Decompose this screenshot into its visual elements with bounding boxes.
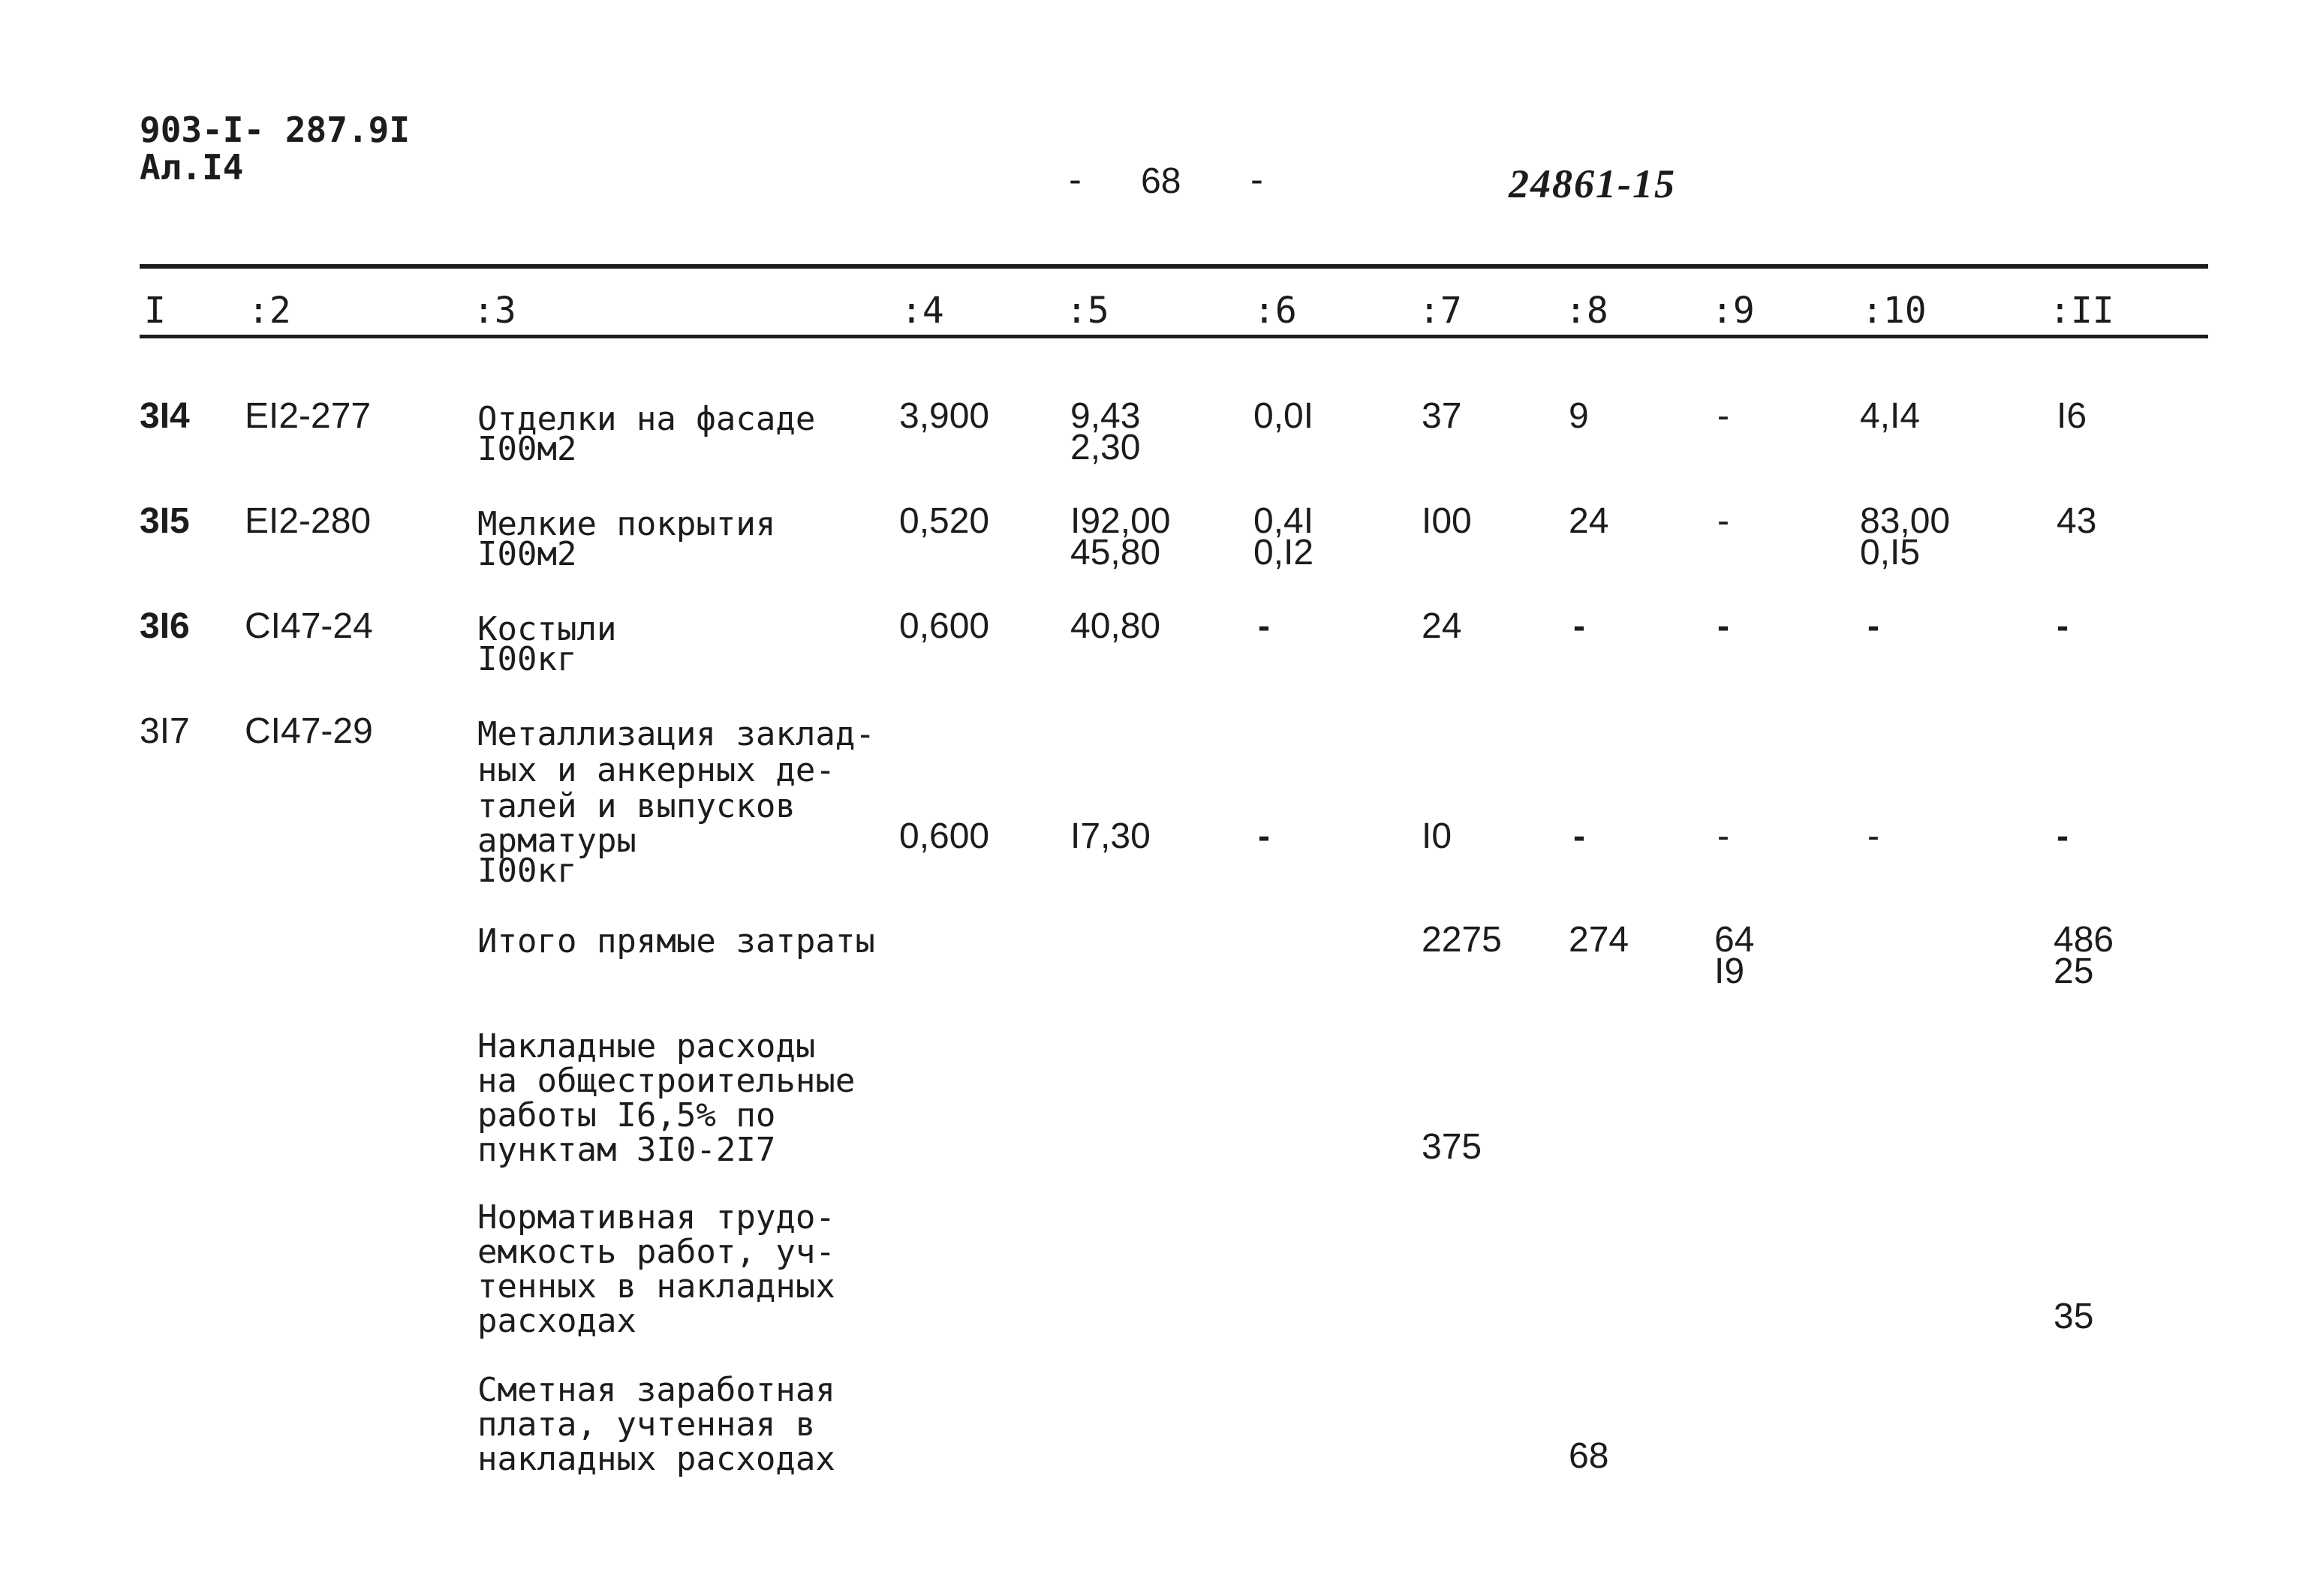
summary-label-line: Сметная заработная xyxy=(477,1371,835,1409)
col8-value: 274 xyxy=(1569,920,1629,960)
summary-label: Итого прямые затраты xyxy=(477,922,875,960)
handwritten-archive-number: 24861-15 xyxy=(1509,161,1676,206)
column-header-7: :7 xyxy=(1419,290,1462,332)
total-cost: I00 xyxy=(1422,501,1472,541)
total-cost: 24 xyxy=(1422,606,1462,646)
row-number: 3I6 xyxy=(140,606,190,646)
col11-value-2: 25 xyxy=(2054,951,2094,991)
norm-code: CI47-24 xyxy=(245,606,373,646)
col9-value: 64 xyxy=(1714,920,1755,960)
work-name: Мелкие покрытия xyxy=(477,505,776,543)
page-number-dash-right: - xyxy=(1246,159,1268,201)
column-header-1: I xyxy=(144,290,166,332)
summary-label-line: Накладные расходы xyxy=(477,1027,816,1066)
unit-cost: 40,80 xyxy=(1070,606,1161,646)
summary-label-line: работы I6,5% по xyxy=(477,1096,776,1135)
column-header-10: :10 xyxy=(1861,290,1927,332)
unit-cost: 9,43 xyxy=(1070,396,1141,436)
work-name: Отделки на фасаде xyxy=(477,400,816,438)
work-name: Костыли xyxy=(477,610,617,648)
summary-label-line: емкость работ, уч- xyxy=(477,1233,835,1271)
column-header-8: :8 xyxy=(1565,290,1608,332)
table-header-rule xyxy=(140,335,2208,338)
column-header-2: :2 xyxy=(248,290,291,332)
col8-value: 68 xyxy=(1569,1436,1609,1476)
column-header-9: :9 xyxy=(1711,290,1755,332)
total-cost: 37 xyxy=(1422,396,1462,436)
summary-label-line: плата, учтенная в xyxy=(477,1405,816,1444)
page-number: 68 xyxy=(1141,161,1181,201)
table-top-rule xyxy=(140,264,2208,269)
col6-value-2: 0,I2 xyxy=(1253,533,1314,573)
col9-value-2: I9 xyxy=(1714,951,1745,991)
unit: I00кг xyxy=(477,640,577,678)
total-cost: 375 xyxy=(1422,1127,1482,1167)
col11-value: 486 xyxy=(2054,920,2114,960)
summary-label-line: расходах xyxy=(477,1302,636,1340)
col11-value: 35 xyxy=(2054,1297,2094,1336)
col10-value: - xyxy=(1867,606,1879,646)
col9-value: - xyxy=(1717,606,1729,646)
col8-value: 24 xyxy=(1569,501,1609,541)
column-header-5: :5 xyxy=(1066,290,1109,332)
col10-value: - xyxy=(1867,816,1879,856)
col8-value: - xyxy=(1573,606,1585,646)
col9-value: - xyxy=(1717,816,1729,856)
work-name-line: ных и анкерных де- xyxy=(477,751,835,789)
col6-value: - xyxy=(1258,816,1270,856)
work-name-line: Металлизация заклад- xyxy=(477,715,875,753)
document-code: 903-I- 287.9I xyxy=(140,110,411,150)
quantity: 0,600 xyxy=(899,606,990,646)
work-name-line: талей и выпусков xyxy=(477,787,796,825)
unit: I00кг xyxy=(477,852,577,890)
column-header-6: :6 xyxy=(1253,290,1297,332)
column-header-4: :4 xyxy=(901,290,944,332)
col10-value-2: 0,I5 xyxy=(1860,533,1921,573)
quantity: 0,520 xyxy=(899,501,990,541)
col6-value: 0,4I xyxy=(1253,501,1314,541)
summary-label-line: накладных расходах xyxy=(477,1440,835,1478)
norm-code: CI47-29 xyxy=(245,711,373,751)
summary-label-line: на общестроительные xyxy=(477,1062,856,1100)
col11-value: - xyxy=(2057,816,2069,856)
column-header-3: :3 xyxy=(473,290,516,332)
unit-cost: I92,00 xyxy=(1070,501,1171,541)
col6-value: 0,0I xyxy=(1253,396,1314,436)
page-number-dash-left: - xyxy=(1064,159,1086,201)
col11-value: 43 xyxy=(2057,501,2097,541)
work-name-line: арматуры xyxy=(477,822,636,860)
col10-value: 4,I4 xyxy=(1860,396,1921,436)
total-cost: 2275 xyxy=(1422,920,1502,960)
col9-value: - xyxy=(1717,501,1729,541)
unit-cost: I7,30 xyxy=(1070,816,1151,856)
col8-value: - xyxy=(1573,816,1585,856)
summary-label-line: пунктам 3I0-2I7 xyxy=(477,1131,776,1169)
col9-value: - xyxy=(1717,396,1729,436)
summary-label-line: тенных в накладных xyxy=(477,1267,835,1306)
unit-cost-wage: 45,80 xyxy=(1070,533,1161,573)
column-header-11: :II xyxy=(2049,290,2114,332)
norm-code: EI2-277 xyxy=(245,396,372,436)
col11-value: - xyxy=(2057,606,2069,646)
unit: I00м2 xyxy=(477,430,577,468)
row-number: 3I7 xyxy=(140,711,190,751)
total-cost: I0 xyxy=(1422,816,1452,856)
unit-cost-wage: 2,30 xyxy=(1070,428,1141,467)
col11-value: I6 xyxy=(2057,396,2087,436)
unit: I00м2 xyxy=(477,535,577,573)
quantity: 3,900 xyxy=(899,396,990,436)
row-number: 3I5 xyxy=(140,501,190,541)
col8-value: 9 xyxy=(1569,396,1589,436)
summary-label-line: Нормативная трудо- xyxy=(477,1198,835,1237)
col6-value: - xyxy=(1258,606,1270,646)
quantity: 0,600 xyxy=(899,816,990,856)
sheet-number: Ал.I4 xyxy=(140,147,244,188)
row-number: 3I4 xyxy=(140,396,190,436)
norm-code: EI2-280 xyxy=(245,501,372,541)
col10-value: 83,00 xyxy=(1860,501,1951,541)
